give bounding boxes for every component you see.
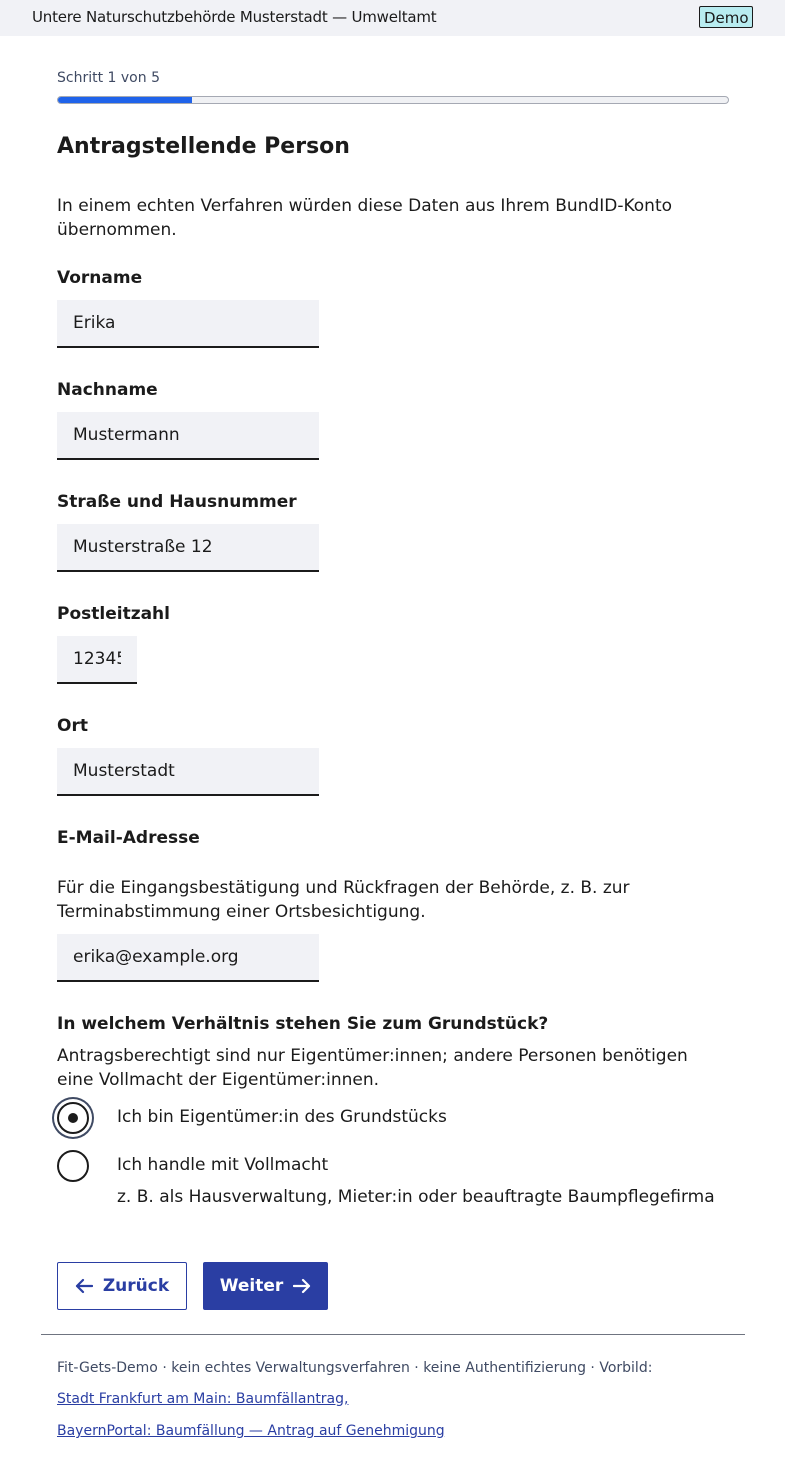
progress-bar xyxy=(57,96,729,104)
top-bar xyxy=(0,0,785,36)
progress-bar-fill xyxy=(58,97,192,103)
last-name-label: Nachname xyxy=(57,380,158,400)
arrow-right-icon xyxy=(293,1278,311,1294)
postal-code-input[interactable] xyxy=(57,636,137,684)
authority-name: Untere Naturschutzbehörde Musterstadt — Umweltamt xyxy=(32,8,437,26)
footer-divider xyxy=(41,1334,745,1335)
postal-code-label: Postleitzahl xyxy=(57,604,170,624)
intro-text: In einem echten Verfahren würden diese Daten aus Ihrem BundID-Konto übernommen. xyxy=(57,196,673,240)
step-indicator: Schritt 1 von 5 xyxy=(57,70,160,86)
footer-text: Fit-Gets-Demo · kein echtes Verwaltungsverfahren · keine Authentifizierung · Vorbild: xyxy=(57,1360,653,1376)
demo-badge: Demo xyxy=(699,6,753,28)
proxy-radio[interactable] xyxy=(57,1150,89,1182)
first-name-input[interactable] xyxy=(57,300,319,348)
owner-radio[interactable] xyxy=(57,1102,89,1134)
arrow-left-icon xyxy=(75,1278,93,1294)
back-button[interactable] xyxy=(57,1262,187,1310)
relationship-hint: Antragsberechtigt sind nur Eigentümer:innen; andere Personen benötigen eine Vollmacht der Eigentümer:innen. xyxy=(57,1046,688,1090)
back-button-label: Zurück xyxy=(102,1276,170,1296)
footer-link-frankfurt[interactable]: Stadt Frankfurt am Main: Baumfällantrag, xyxy=(57,1391,349,1407)
next-button-label: Weiter xyxy=(219,1276,284,1296)
proxy-radio-hint: z. B. als Hausverwaltung, Mieter:in oder beauftragte Baumpflegefirma xyxy=(117,1187,715,1207)
owner-radio-label[interactable]: Ich bin Eigentümer:in des Grundstücks xyxy=(117,1107,447,1127)
street-label: Straße und Hausnummer xyxy=(57,492,297,512)
proxy-radio-label[interactable]: Ich handle mit Vollmacht xyxy=(117,1155,329,1175)
last-name-input[interactable] xyxy=(57,412,319,460)
page-title: Antragstellende Person xyxy=(57,134,350,159)
first-name-label: Vorname xyxy=(57,268,143,288)
street-input[interactable] xyxy=(57,524,319,572)
footer-link-bayernportal[interactable]: BayernPortal: Baumfällung — Antrag auf Genehmigung xyxy=(57,1423,445,1439)
next-button[interactable] xyxy=(203,1262,328,1310)
email-label: E-Mail-Adresse xyxy=(57,828,200,848)
city-label: Ort xyxy=(57,716,88,736)
city-input[interactable] xyxy=(57,748,319,796)
email-hint: Für die Eingangsbestätigung und Rückfragen der Behörde, z. B. zur Terminabstimmung einer Ortsbesichtigung. xyxy=(57,878,630,922)
email-input[interactable] xyxy=(57,934,319,982)
relationship-question: In welchem Verhältnis stehen Sie zum Grundstück? xyxy=(57,1014,549,1034)
